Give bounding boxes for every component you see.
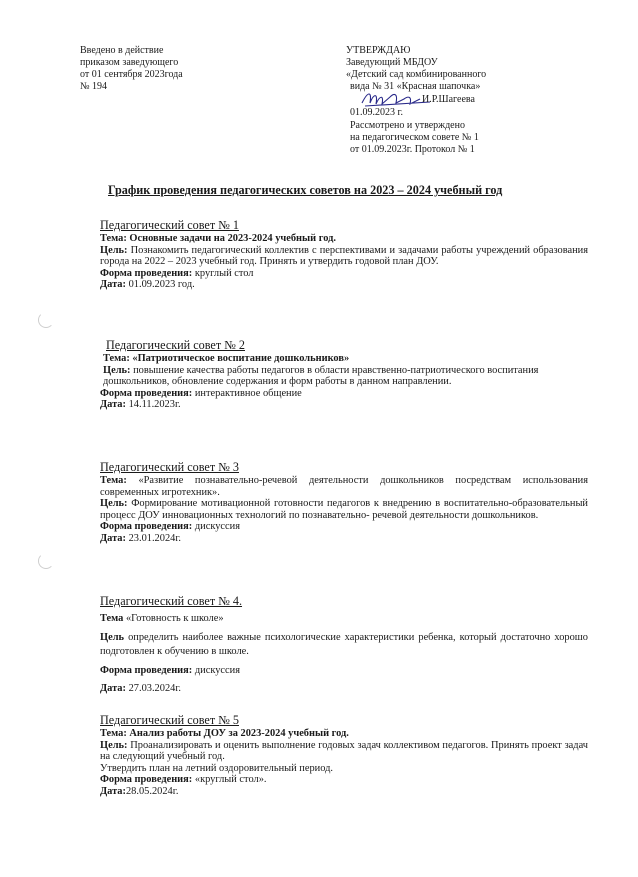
topic-label: Тема: (100, 475, 127, 486)
goal-text: определить наиболее важные психологические характеристики ребенка, который достаточно хорошо подготовлен к обучению в школе. (100, 631, 588, 658)
council-heading: Педагогический совет № 5 (100, 713, 239, 727)
date-label: Дата: (100, 399, 126, 411)
council-date (100, 682, 588, 697)
council-section-5 (100, 713, 588, 798)
council-goal (100, 245, 588, 268)
topic-text: «Готовность к школе» (125, 613, 224, 624)
reviewed-line: на педагогическом совете № 1 (350, 132, 479, 143)
date-value: 01.09.2023 год. (128, 279, 195, 291)
form-label: Форма проведения: (100, 521, 193, 533)
signer-name: И.Р.Шагеева (422, 94, 475, 105)
goal-label: Цель: (100, 739, 128, 751)
council-section-4 (100, 594, 588, 697)
order-line: от 01 сентября 2023года (80, 69, 183, 80)
goal-text: повышение качества работы педагогов в области нравственно-патриотического воспитания дошкольников, обновление содержания и форм работы в данном направлении. (103, 364, 539, 388)
form-label: Форма проведения: (100, 387, 193, 399)
form-value: дискуссия (194, 521, 240, 533)
council-form (100, 664, 588, 679)
council-section-2 (100, 338, 588, 411)
date-value: 23.01.2024г. (128, 532, 182, 544)
council-topic (100, 612, 588, 627)
council-form (100, 521, 588, 533)
council-heading: Педагогический совет № 1 (100, 218, 239, 232)
council-form (100, 774, 588, 786)
date-label: Дата: (100, 683, 126, 695)
goal-label: Цель: (100, 498, 128, 510)
order-line: Введено в действие (80, 45, 164, 56)
goal-text: Формирование мотивационной готовности педагогов к внедрению в воспитательно-образовательный процесс ДОУ инновационных технологий по познавательно- речевой деятельности дошкольников. (100, 498, 588, 521)
council-heading: Педагогический совет № 4. (100, 594, 243, 608)
goal-text: Проанализировать и оценить выполнение годовых задач коллективом педагогов. Принять проект задач на следующий учебный год. (100, 739, 588, 763)
order-line: № 194 (80, 81, 108, 92)
form-value: интерактивное общение (194, 387, 302, 399)
council-date (100, 279, 588, 291)
council-goal (100, 631, 588, 660)
goal-label: Цель: (100, 244, 128, 256)
council-date (100, 399, 588, 411)
date-label: Дата: (100, 532, 126, 544)
council-goal (100, 740, 588, 763)
form-value: «круглый стол». (194, 774, 267, 786)
council-date (100, 533, 588, 545)
council-date (100, 786, 588, 798)
reviewed-line: Рассмотрено и утверждено (350, 120, 465, 131)
date-value: 27.03.2024г. (128, 683, 182, 695)
date-value: 28.05.2024г. (125, 785, 179, 797)
council-section-1 (100, 218, 588, 291)
council-goal (100, 365, 573, 388)
goal-text: Познакомить педагогический коллектив с перспективами и задачами работы учреждений образования города на 2022 – 2023 учебный год. Принять и утвердить годовой план ДОУ. (100, 244, 588, 268)
council-topic: Тема: Основные задачи на 2023-2024 учебный год. (100, 233, 336, 244)
council-form (100, 388, 588, 400)
page-title: График проведения педагогических советов на 2023 – 2024 учебный год (108, 183, 503, 197)
council-section-3 (100, 460, 588, 545)
order-info-block (80, 45, 183, 93)
council-heading: Педагогический совет № 3 (100, 460, 239, 474)
order-line: приказом заведующего (80, 57, 179, 68)
date-label: Дата: (100, 279, 126, 291)
approval-date: 01.09.2023 г. (350, 107, 403, 118)
form-value: дискуссия (194, 664, 240, 676)
council-extra: Утвердить план на летний оздоровительный период. (100, 762, 333, 774)
signature-row (346, 93, 486, 107)
council-goal (100, 498, 588, 521)
approval-block (346, 45, 486, 156)
date-label: Дата: (100, 785, 126, 797)
punch-hole-mark (38, 553, 54, 569)
punch-hole-mark (38, 312, 54, 328)
reviewed-line: от 01.09.2023г. Протокол № 1 (350, 144, 475, 155)
goal-label: Цель: (103, 364, 131, 376)
topic-label: Тема (100, 613, 124, 624)
approve-label: УТВЕРЖДАЮ (346, 45, 411, 56)
org-name-line: «Детский сад комбинированного (346, 69, 487, 80)
org-name-line: вида № 31 «Красная шапочка» (350, 81, 481, 92)
date-value: 14.11.2023г. (128, 399, 181, 411)
form-value: круглый стол (194, 267, 254, 279)
form-label: Форма проведения: (100, 774, 193, 786)
approver-position: Заведующий МБДОУ (346, 57, 438, 68)
council-heading: Педагогический совет № 2 (106, 338, 245, 352)
goal-label: Цель (100, 631, 125, 643)
topic-text: «Развитие познавательно-речевой деятельности дошкольников посредствам использования современных игротехник». (100, 475, 588, 498)
council-topic: Тема: Анализ работы ДОУ за 2023-2024 учебный год. (100, 728, 349, 739)
council-topic: Тема: «Патриотическое воспитание дошкольников» (103, 353, 350, 364)
form-label: Форма проведения: (100, 267, 193, 279)
form-label: Форма проведения: (100, 664, 193, 676)
council-form (100, 268, 588, 280)
council-topic (100, 475, 588, 498)
